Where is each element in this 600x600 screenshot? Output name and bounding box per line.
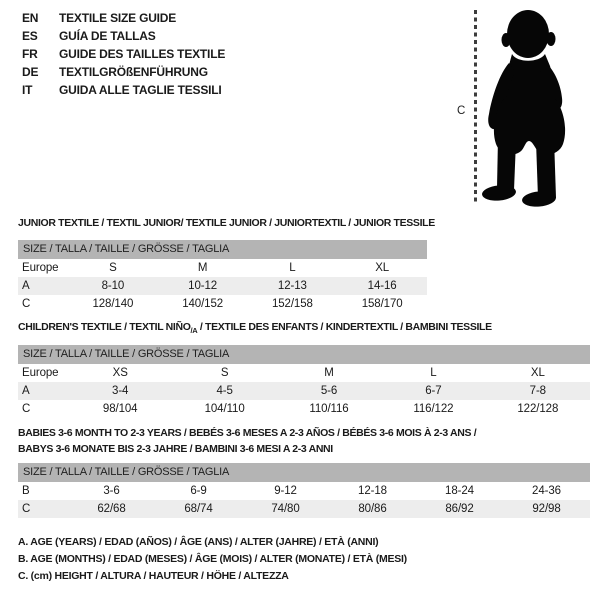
lang-code: DE [22, 65, 39, 79]
note-b: B. AGE (MONTHS) / EDAD (MESES) / ÂGE (MOIS) / ALTER (MONATE) / ETÀ (MESI) [18, 553, 407, 565]
row-cells [68, 385, 590, 397]
title-line-1: BABIES 3-6 MONTH TO 2-3 YEARS / BEBÉS 3-6 MESES A 2-3 AÑOS / BÉBÉS 3-6 MOIS À 2-3 ANS / [18, 427, 477, 439]
babies-table-title [18, 425, 476, 457]
junior-size-table [18, 240, 427, 313]
table-cell: 9-12 [274, 485, 297, 497]
table-row-europe [18, 364, 590, 382]
table-cell: 68/74 [184, 503, 213, 515]
table-row-age-months [18, 482, 590, 500]
row-cells [68, 503, 590, 515]
lang-title: TEXTILGRÖßENFÜHRUNG [59, 65, 208, 79]
size-header-band: SIZE / TALLA / TAILLE / GRÖSSE / TAGLIA [18, 345, 590, 364]
table-row-height [18, 400, 590, 418]
row-cells [68, 262, 427, 274]
junior-table-title: JUNIOR TEXTILE / TEXTIL JUNIOR/ TEXTILE JUNIOR / JUNIORTEXTIL / JUNIOR TESSILE [18, 217, 435, 229]
babies-size-table [18, 463, 590, 518]
table-cell: 10-12 [188, 280, 218, 292]
height-measure-label: C [457, 105, 466, 117]
lang-row-de [22, 63, 225, 81]
table-cell: 74/80 [271, 503, 300, 515]
title-text: / TEXTILE DES ENFANTS / KINDERTEXTIL / BAMBINI TESSILE [197, 321, 492, 333]
table-cell: XS [112, 367, 128, 379]
table-cell: 8-10 [101, 280, 125, 292]
legend-notes [18, 536, 407, 587]
lang-title: GUÍA DE TALLAS [59, 29, 156, 43]
table-cell: M [197, 262, 208, 274]
height-measure-dashed-line [474, 10, 477, 205]
lang-row-en [22, 9, 225, 27]
lang-row-es [22, 27, 225, 45]
table-cell: 110/116 [309, 403, 349, 415]
table-cell: 80/86 [358, 503, 387, 515]
table-cell: 12-18 [358, 485, 387, 497]
table-cell: 122/128 [517, 403, 559, 415]
table-cell: 4-5 [216, 385, 233, 397]
baby-silhouette-icon [482, 8, 577, 208]
table-row-height [18, 295, 427, 313]
size-header-band: SIZE / TALLA / TAILLE / GRÖSSE / TAGLIA [18, 463, 590, 482]
size-header-band: SIZE / TALLA / TAILLE / GRÖSSE / TAGLIA [18, 240, 427, 259]
row-cells [68, 298, 427, 310]
row-label: Europe [22, 367, 59, 379]
title-line-2: BABYS 3-6 MONATE BIS 2-3 JAHRE / BAMBINI 3-6 MESI A 2-3 ANNI [18, 443, 333, 455]
table-cell: XL [530, 367, 545, 379]
table-cell: L [430, 367, 437, 379]
lang-code: IT [22, 83, 33, 97]
title-text: CHILDREN'S TEXTILE / TEXTIL NIÑO [18, 321, 191, 333]
note-a: A. AGE (YEARS) / EDAD (AÑOS) / ÂGE (ANS) / ALTER (JAHRE) / ETÀ (ANNI) [18, 536, 379, 548]
table-cell: 128/140 [92, 298, 134, 310]
table-cell: 14-16 [367, 280, 397, 292]
row-label: C [22, 298, 31, 310]
children-table-title [18, 321, 492, 335]
row-cells [68, 485, 590, 497]
row-cells [68, 367, 590, 379]
table-cell: 3-6 [103, 485, 120, 497]
title-subscript: /A [190, 326, 198, 336]
table-cell: 104/110 [204, 403, 245, 415]
row-cells [68, 280, 427, 292]
note-c: C. (cm) HEIGHT / ALTURA / HAUTEUR / HÖHE / ALTEZZA [18, 570, 289, 582]
table-cell: 92/98 [532, 503, 561, 515]
children-size-table [18, 345, 590, 418]
lang-row-it [22, 81, 225, 99]
table-cell: 6-9 [190, 485, 207, 497]
language-header [22, 9, 225, 99]
lang-title: GUIDA ALLE TAGLIE TESSILI [59, 83, 222, 97]
table-cell: 86/92 [445, 503, 474, 515]
table-cell: S [109, 262, 117, 274]
lang-title: GUIDE DES TAILLES TEXTILE [59, 47, 226, 61]
row-label: A [22, 385, 30, 397]
lang-code: ES [22, 29, 38, 43]
table-row-height [18, 500, 590, 518]
table-row-europe [18, 259, 427, 277]
table-row-age [18, 382, 590, 400]
lang-code: FR [22, 47, 38, 61]
table-cell: XL [375, 262, 390, 274]
table-cell: 7-8 [529, 385, 546, 397]
lang-row-fr [22, 45, 225, 63]
table-cell: 3-4 [112, 385, 129, 397]
table-cell: M [324, 367, 334, 379]
table-cell: 12-13 [277, 280, 307, 292]
row-cells [68, 403, 590, 415]
row-label: C [22, 503, 31, 515]
table-cell: 24-36 [532, 485, 561, 497]
table-cell: S [220, 367, 229, 379]
table-cell: 152/158 [271, 298, 313, 310]
table-cell: 116/122 [413, 403, 454, 415]
table-cell: 5-6 [320, 385, 338, 397]
table-cell: 6-7 [425, 385, 442, 397]
table-cell: 18-24 [445, 485, 474, 497]
lang-title: TEXTILE SIZE GUIDE [59, 11, 177, 25]
lang-code: EN [22, 11, 39, 25]
row-label: B [22, 485, 30, 497]
table-cell: 98/104 [102, 403, 138, 415]
table-cell: 62/68 [97, 503, 126, 515]
row-label: Europe [22, 262, 59, 274]
table-cell: 140/152 [182, 298, 224, 310]
table-cell: 158/170 [361, 298, 403, 310]
row-label: C [22, 403, 31, 415]
table-cell: L [289, 262, 296, 274]
table-row-age [18, 277, 427, 295]
row-label: A [22, 280, 30, 292]
